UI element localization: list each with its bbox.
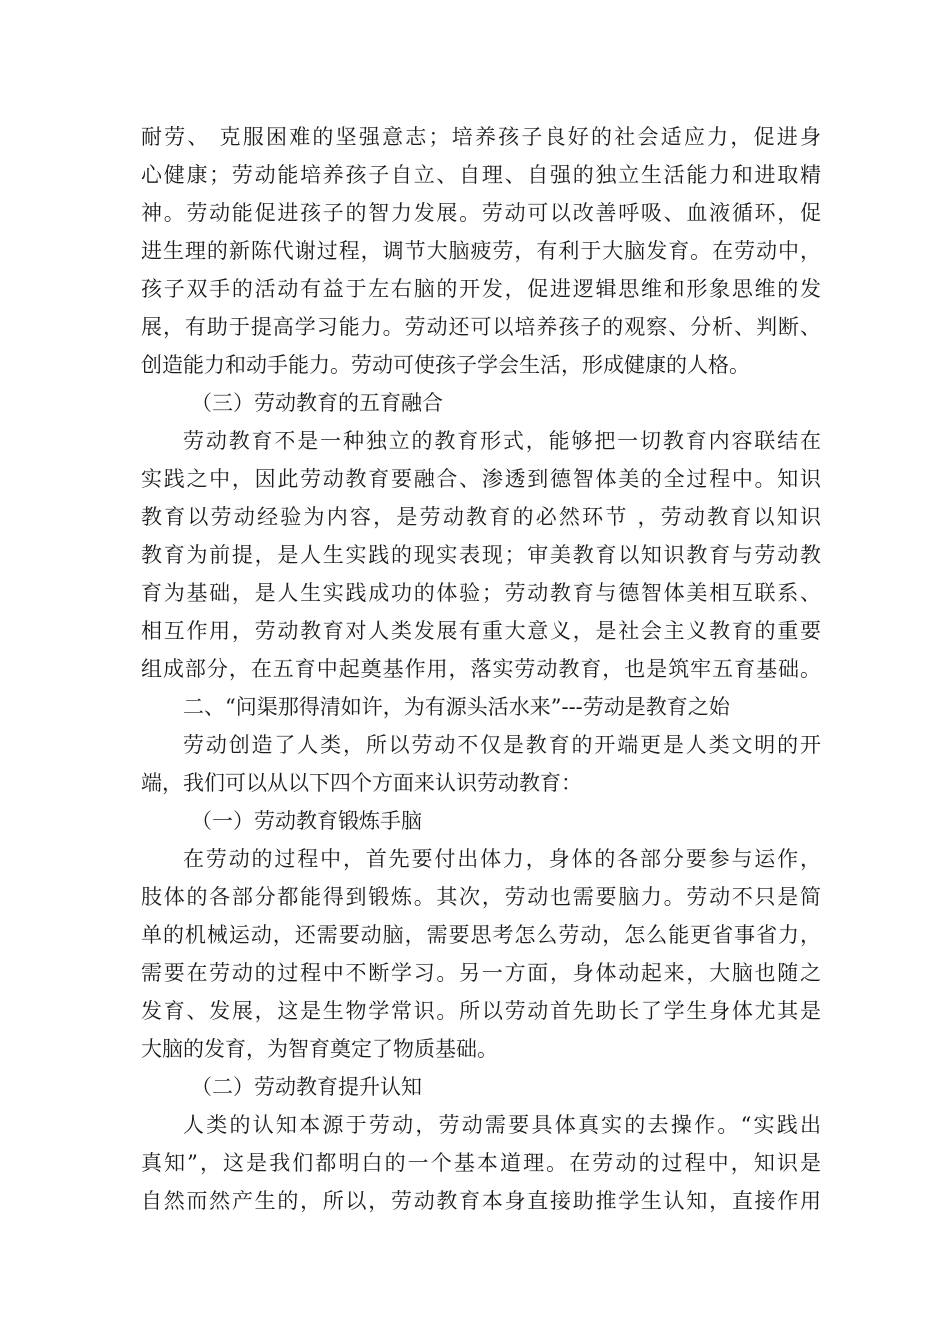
- chapter-heading: 二、“问渠那得清如许，为有源头活水来”---劳动是教育之始: [183, 695, 730, 719]
- paragraph-line: 进生理的新陈代谢过程，调节大脑疲劳，有利于大脑发育。在劳动中，: [141, 239, 821, 263]
- paragraph-line: 劳动教育不是一种独立的教育形式，能够把一切教育内容联结在: [183, 429, 821, 453]
- paragraph-line: 孩子双手的活动有益于左右脑的开发，促进逻辑思维和形象思维的发: [141, 277, 821, 301]
- paragraph-line: 发育、发展，这是生物学常识。所以劳动首先助长了学生身体尤其是: [141, 999, 821, 1023]
- paragraph-line: 教育为前提，是人生实践的现实表现；审美教育以知识教育与劳动教: [141, 543, 821, 567]
- paragraph-line: 人类的认知本源于劳动，劳动需要具体真实的去操作。“实践出: [183, 1113, 821, 1137]
- paragraph-line: 创造能力和动手能力。劳动可使孩子学会生活，形成健康的人格。: [141, 353, 750, 377]
- paragraph-line: 需要在劳动的过程中不断学习。另一方面，身体动起来，大脑也随之: [141, 961, 821, 985]
- paragraph-line: 心健康；劳动能培养孩子自立、自理、自强的独立生活能力和进取精: [141, 163, 821, 187]
- paragraph-line: 在劳动的过程中，首先要付出体力，身体的各部分要参与运作，: [183, 847, 821, 871]
- section-heading: （三）劳动教育的五育融合: [191, 391, 443, 415]
- paragraph-line: 神。劳动能促进孩子的智力发展。劳动可以改善呼吸、血液循环，促: [141, 201, 821, 225]
- paragraph-line: 自然而然产生的，所以，劳动教育本身直接助推学生认知，直接作用: [141, 1189, 821, 1213]
- section-heading: （二）劳动教育提升认知: [191, 1075, 422, 1099]
- paragraph-line: 展，有助于提高学习能力。劳动还可以培养孩子的观察、分析、判断、: [141, 315, 821, 339]
- paragraph-line: 组成部分，在五育中起奠基作用，落实劳动教育，也是筑牢五育基础。: [141, 657, 821, 681]
- paragraph-line: 相互作用，劳动教育对人类发展有重大意义，是社会主义教育的重要: [141, 619, 821, 643]
- paragraph-line: 肢体的各部分都能得到锻炼。其次，劳动也需要脑力。劳动不只是简: [141, 885, 821, 909]
- paragraph-line: 耐劳、 克服困难的坚强意志；培养孩子良好的社会适应力，促进身: [141, 125, 821, 149]
- paragraph-line: 单的机械运动，还需要动脑，需要思考怎么劳动，怎么能更省事省力，: [141, 923, 821, 947]
- section-heading: （一）劳动教育锻炼手脑: [191, 809, 422, 833]
- paragraph-line: 真知”，这是我们都明白的一个基本道理。在劳动的过程中，知识是: [141, 1151, 821, 1175]
- paragraph-line: 大脑的发育，为智育奠定了物质基础。: [141, 1037, 498, 1061]
- paragraph-line: 实践之中，因此劳动教育要融合、渗透到德智体美的全过程中。知识: [141, 467, 821, 491]
- paragraph-line: 劳动创造了人类，所以劳动不仅是教育的开端更是人类文明的开: [183, 733, 821, 757]
- paragraph-line: 教育以劳动经验为内容，是劳动教育的必然环节 ，劳动教育以知识: [141, 505, 821, 529]
- paragraph-line: 端，我们可以从以下四个方面来认识劳动教育：: [141, 771, 582, 795]
- paragraph-line: 育为基础，是人生实践成功的体验；劳动教育与德智体美相互联系、: [141, 581, 821, 605]
